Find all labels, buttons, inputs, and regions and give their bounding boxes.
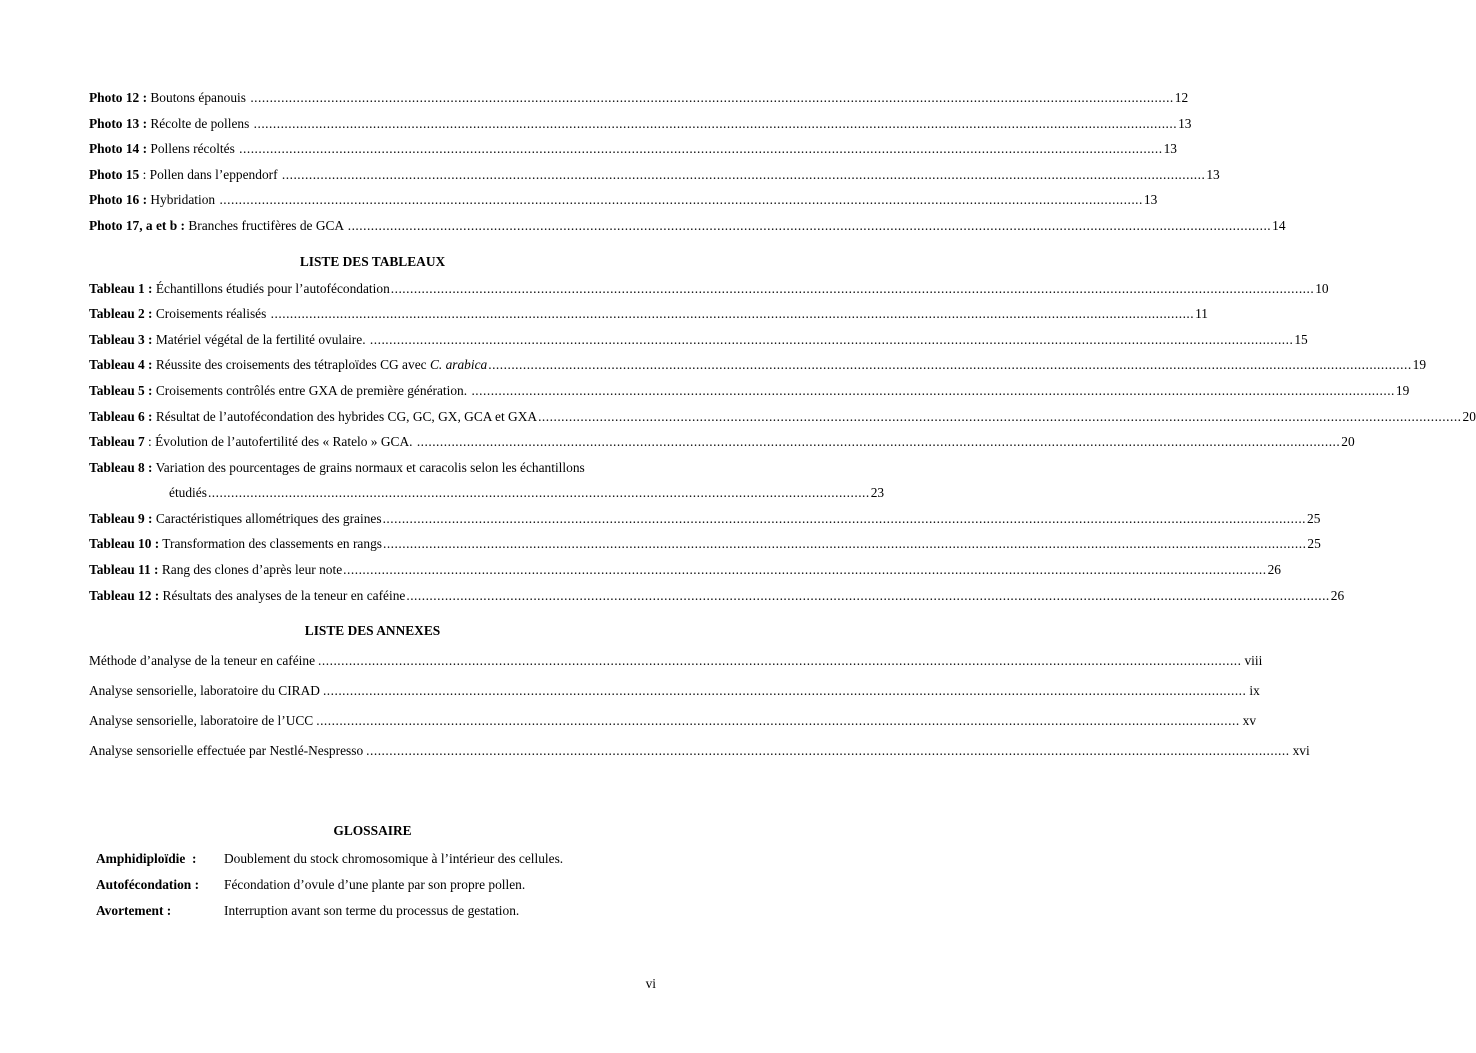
toc-entry: Tableau 4 : Réussite des croisements des tétraploïdes CG avec C. arabica ..... 19 — [89, 355, 656, 381]
toc-entry: Tableau 11 : Rang des clones d’après leur note ..... 26 — [89, 560, 656, 586]
glossary-row: Amphidiploïdie : Doublement du stock chromosomique à l’intérieur des cellules. — [96, 851, 564, 867]
glossary-heading: GLOSSAIRE — [333, 823, 412, 839]
annex-entry: Analyse sensorielle, laboratoire du CIRAD ..... ix — [89, 681, 663, 711]
annex-list — [89, 651, 1310, 771]
annex-entry: Méthode d’analyse de la teneur en caféine ..... viii — [89, 651, 663, 681]
toc-entry: Tableau 7 : Évolution de l’autofertilité des « Ratelo » GCA. ..... 20 — [89, 432, 656, 458]
toc-page — [89, 88, 1476, 927]
toc-entry: Tableau 2 : Croisements réalisés ..... 11 — [89, 304, 656, 330]
toc-entry: Tableau 6 : Résultat de l’autofécondation des hybrides CG, GC, GX, GCA et GXA ..... 20 — [89, 407, 656, 433]
toc-entry-wrapped: Tableau 8 : Variation des pourcentages de grains normaux et caracolis selon les échantillons étudiés ............................................................................................................................................................................ 23 — [89, 459, 885, 501]
toc-entry: Photo 14 : Pollens récoltés ..... 13 — [89, 139, 656, 165]
toc-entry: Photo 15 : Pollen dans l’eppendorf ..... 13 — [89, 165, 656, 191]
toc-entry: Tableau 10 : Transformation des classements en rangs ..... 25 — [89, 534, 656, 560]
page-number: vi — [645, 976, 656, 991]
toc-entry: Photo 17, a et b : Branches fructifères de GCA ..... 14 — [89, 216, 656, 242]
annex-entry: Analyse sensorielle, laboratoire de l’UCC ..... xv — [89, 711, 663, 741]
annexes-heading: LISTE DES ANNEXES — [304, 623, 441, 639]
toc-entry: Photo 12 : Boutons épanouis ..... 12 — [89, 88, 656, 114]
toc-entry: Tableau 1 : Échantillons étudiés pour l’autofécondation ..... 10 — [89, 279, 656, 305]
glossary — [96, 849, 656, 927]
toc-entry: Tableau 5 : Croisements contrôlés entre GXA de première génération. ..... 19 — [89, 381, 656, 407]
annex-entry: Analyse sensorielle effectuée par Nestlé-Nespresso ..... xvi — [89, 741, 663, 771]
toc-entry: Photo 13 : Récolte de pollens ..... 13 — [89, 114, 656, 140]
toc-entry: Tableau 3 : Matériel végétal de la fertilité ovulaire. ..... 15 — [89, 330, 656, 356]
glossary-row: Avortement : Interruption avant son terme du processus de gestation. — [96, 903, 520, 919]
tables-heading: LISTE DES TABLEAUX — [299, 253, 446, 269]
toc-entry: Tableau 9 : Caractéristiques allométriques des graines ..... 25 — [89, 509, 656, 535]
table-list — [89, 279, 1476, 612]
glossary-row: Autofécondation : Fécondation d’ovule d’une plante par son propre pollen. — [96, 877, 526, 893]
toc-entry: Photo 16 : Hybridation ..... 13 — [89, 190, 656, 216]
photo-list — [89, 88, 1286, 242]
toc-entry: Tableau 12 : Résultats des analyses de la teneur en caféine ..... 26 — [89, 586, 656, 612]
